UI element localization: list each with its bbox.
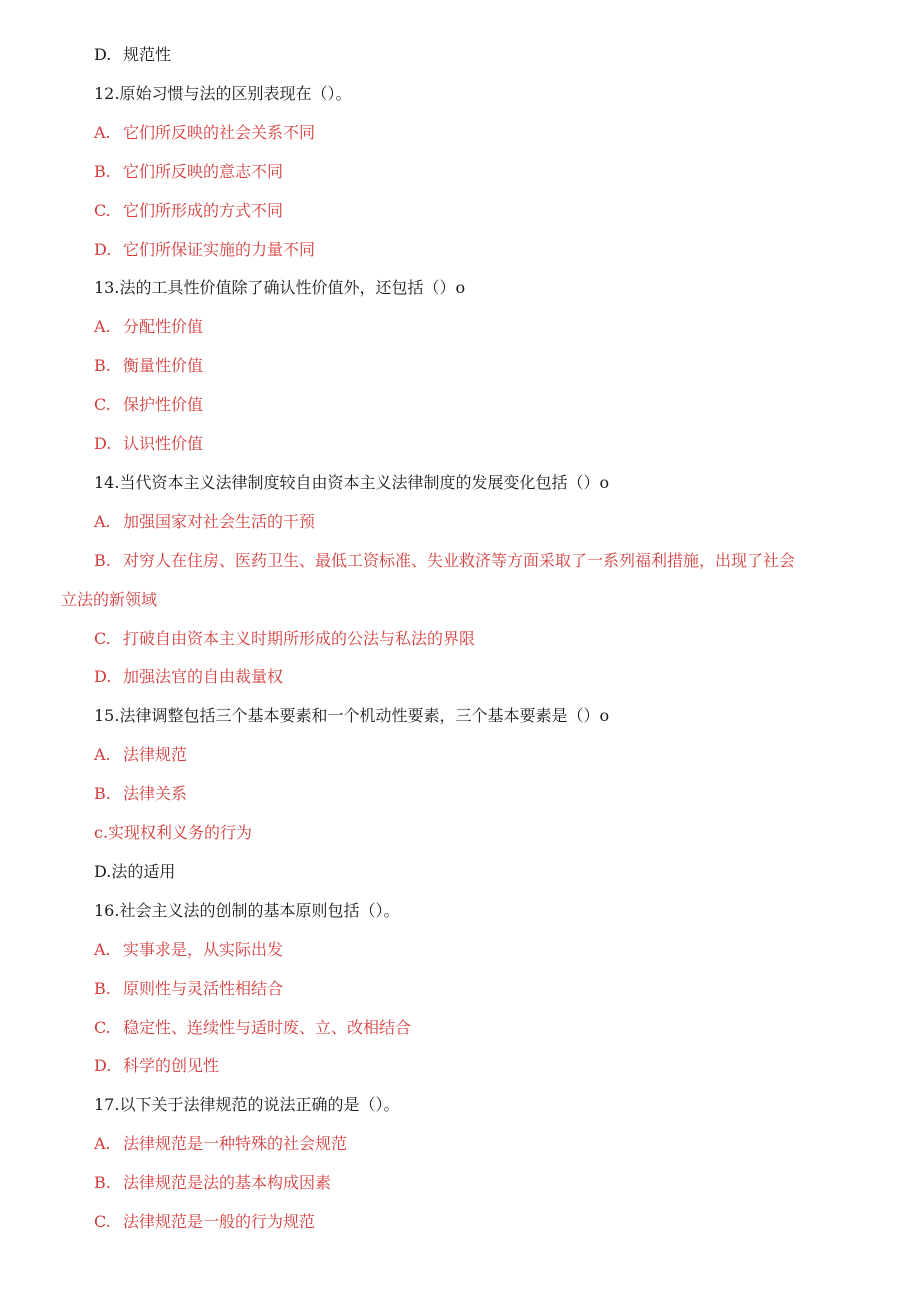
answer-option [0, 784, 920, 804]
option-letter: A. [94, 940, 111, 959]
option-letter: C. [94, 1018, 111, 1037]
answer-option [0, 162, 920, 182]
option-text: 认识性价值 [123, 434, 204, 453]
option-text: 打破自由资本主义时期所形成的公法与私法的界限 [123, 629, 476, 648]
option-text: 保护性价值 [123, 395, 204, 414]
option-text: 稳定性、连续性与适时废、立、改相结合 [123, 1018, 412, 1037]
option-text: 法律规范是一种特殊的社会规范 [123, 1134, 348, 1153]
option-letter: C. [94, 629, 111, 648]
option-text: 原则性与灵活性相结合 [123, 979, 284, 998]
option-letter: D. [94, 240, 112, 259]
answer-option: c.实现权利义务的行为 [94, 823, 253, 842]
answer-option [0, 629, 920, 649]
answer-option [0, 1212, 920, 1232]
answer-option: D.法的适用 [94, 862, 176, 881]
question-text: 17.以下关于法律规范的说法正确的是（）。 [94, 1095, 400, 1114]
option-letter: B. [94, 356, 111, 375]
option-text: 衡量性价值 [123, 356, 204, 375]
answer-option [0, 940, 920, 960]
answer-option [0, 123, 920, 143]
question-text: 13.法的工具性价值除了确认性价值外，还包括（）o [94, 278, 466, 297]
option-letter: D. [94, 667, 112, 686]
option-letter: A. [94, 1134, 111, 1153]
answer-option [0, 1056, 920, 1076]
question-text: 12.原始习惯与法的区别表现在（）。 [94, 84, 352, 103]
option-letter: C. [94, 395, 111, 414]
answer-option [0, 356, 920, 376]
option-text: 法律规范是法的基本构成因素 [123, 1173, 332, 1192]
answer-option [0, 667, 920, 687]
option-letter: A. [94, 745, 111, 764]
option-letter: A. [94, 123, 111, 142]
answer-option [0, 512, 920, 532]
answer-option [0, 434, 920, 454]
option-letter: C. [94, 1212, 111, 1231]
question-text: 14.当代资本主义法律制度较自由资本主义法律制度的发展变化包括（）o [94, 473, 610, 492]
option-letter: D. [94, 434, 112, 453]
option-text: 法律关系 [123, 784, 188, 803]
answer-option [0, 201, 920, 221]
answer-option [0, 1018, 920, 1038]
answer-option [0, 979, 920, 999]
option-text: 规范性 [123, 45, 172, 64]
option-text: 对穷人在住房、医药卫生、最低工资标准、失业救济等方面采取了一系列福利措施，出现了社会 [123, 551, 796, 570]
option-text: 它们所反映的意志不同 [123, 162, 284, 181]
option-letter: C. [94, 201, 111, 220]
option-text: 分配性价值 [123, 317, 204, 336]
option-text: 它们所反映的社会关系不同 [123, 123, 316, 142]
option-text: 法律规范 [123, 745, 188, 764]
option-text-continuation: 立法的新领域 [61, 590, 158, 609]
option-text: 加强国家对社会生活的干预 [123, 512, 316, 531]
option-letter: B. [94, 784, 111, 803]
option-text: 加强法官的自由裁量权 [123, 667, 284, 686]
question-text: 15.法律调整包括三个基本要素和一个机动性要素，三个基本要素是（）o [94, 706, 610, 725]
option-letter: B. [94, 162, 111, 181]
answer-option [0, 240, 920, 260]
option-letter: B. [94, 979, 111, 998]
answer-option [0, 395, 920, 415]
option-letter: D. [94, 1056, 112, 1075]
option-letter: A. [94, 512, 111, 531]
option-text: 科学的创见性 [123, 1056, 220, 1075]
answer-option [0, 745, 920, 765]
answer-option [0, 317, 920, 337]
option-letter: A. [94, 317, 111, 336]
option-text: 它们所形成的方式不同 [123, 201, 284, 220]
option-text: 法律规范是一般的行为规范 [123, 1212, 316, 1231]
option-letter: B. [94, 551, 111, 570]
answer-option [0, 45, 920, 65]
answer-option [0, 551, 920, 571]
question-text: 16.社会主义法的创制的基本原则包括（）。 [94, 901, 400, 920]
answer-option [0, 1134, 920, 1154]
answer-option [0, 1173, 920, 1193]
option-letter: D. [94, 45, 112, 64]
option-text: 它们所保证实施的力量不同 [123, 240, 316, 259]
option-letter: B. [94, 1173, 111, 1192]
option-text: 实事求是，从实际出发 [123, 940, 284, 959]
